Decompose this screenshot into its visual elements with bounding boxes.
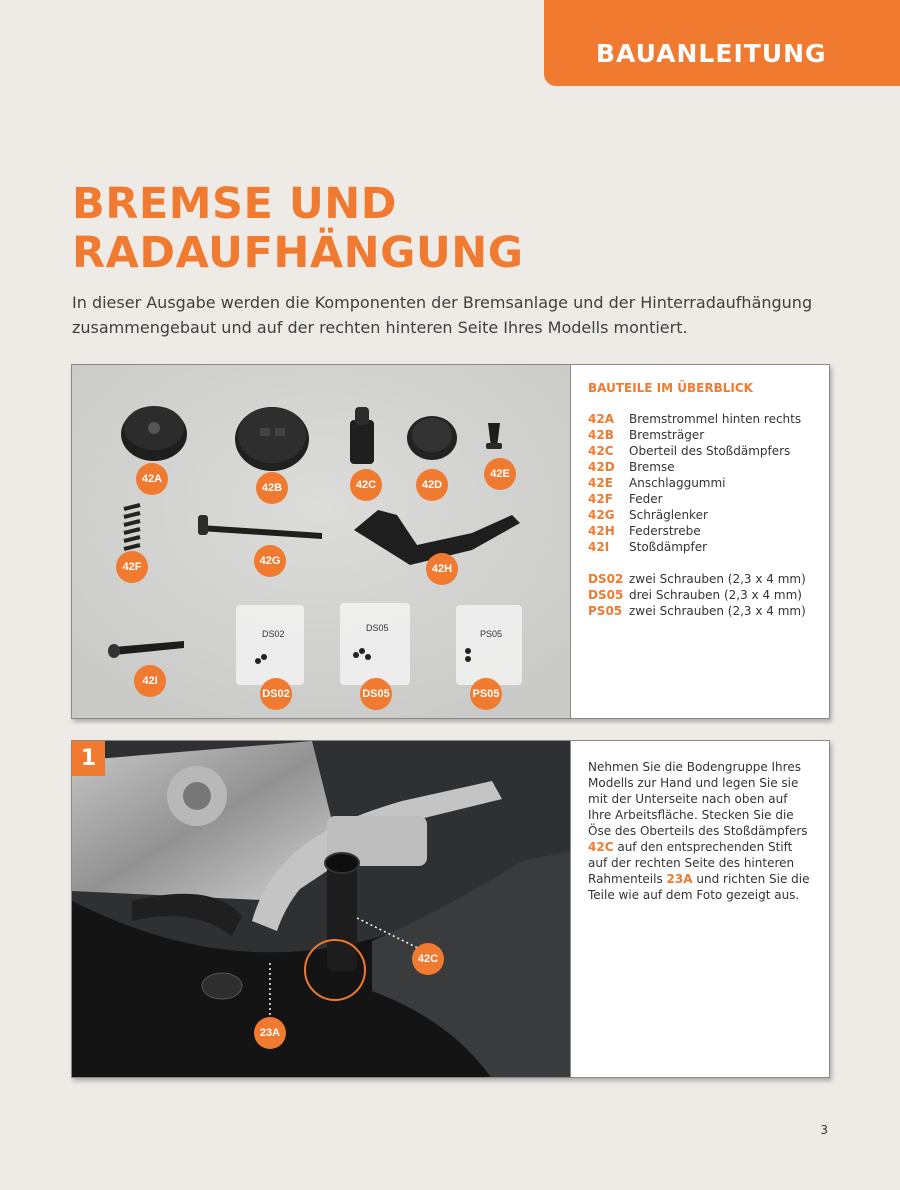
parts-list-row: [588, 539, 813, 555]
part-code: PS05: [588, 604, 623, 618]
parts-list-row: [588, 443, 813, 459]
part-name: Anschlaggummi: [629, 476, 726, 490]
part-code: 42H: [588, 524, 615, 538]
label-42b: 42B: [256, 472, 288, 504]
part-code: 42A: [588, 412, 614, 426]
bag-ds05-print: DS05: [366, 623, 389, 633]
label-42i: 42I: [134, 665, 166, 697]
label-ds05: DS05: [360, 678, 392, 710]
title-line-1: BREMSE UND: [72, 179, 397, 229]
part-name: Oberteil des Stoßdämpfers: [629, 444, 791, 458]
parts-list-row: [588, 427, 813, 443]
part-code: 42G: [588, 508, 615, 522]
step-1-panel: [71, 740, 830, 1078]
label-42d: 42D: [416, 469, 448, 501]
parts-list-row: [588, 571, 813, 587]
step-number: 1: [72, 741, 105, 776]
part-code: DS05: [588, 588, 624, 602]
page-number: 3: [820, 1123, 828, 1137]
part-name: Bremse: [629, 460, 675, 474]
part-code: DS02: [588, 572, 624, 586]
parts-overview-panel: [71, 364, 830, 719]
parts-list-row: [588, 603, 813, 619]
part-code: 42C: [588, 444, 614, 458]
part-code: 42F: [588, 492, 613, 506]
step-text-part-3: und richten Sie die Teile wie auf dem Foto gezeigt aus.: [588, 872, 810, 902]
part-42d-brake: [407, 416, 457, 460]
label-ds02: DS02: [260, 678, 292, 710]
part-name: zwei Schrauben (2,3 x 4 mm): [629, 604, 806, 618]
title-line-2: RADAUFHÄNGUNG: [72, 228, 524, 278]
label-42e: 42E: [484, 458, 516, 490]
part-name: Bremstrommel hinten rechts: [629, 412, 802, 426]
parts-photo: [72, 365, 571, 718]
label-42a: 42A: [136, 463, 168, 495]
part-name: Federstrebe: [629, 524, 701, 538]
part-code: 42E: [588, 476, 613, 490]
label-42h: 42H: [426, 553, 458, 585]
part-name: drei Schrauben (2,3 x 4 mm): [629, 588, 802, 602]
parts-list-row: [588, 523, 813, 539]
step-text-part-2: auf den entsprechenden Stift auf der rechten Seite des hinteren Rahmenteils: [588, 840, 795, 886]
part-name: Schräglenker: [629, 508, 708, 522]
bag-ds02-print: DS02: [262, 629, 285, 639]
parts-list-row: [588, 587, 813, 603]
step-1-instructions: [588, 759, 814, 903]
part-name: Stoßdämpfer: [629, 540, 708, 554]
label-42c-step: 42C: [412, 943, 444, 975]
label-42c: 42C: [350, 469, 382, 501]
label-ps05: PS05: [470, 678, 502, 710]
part-42a-drum: [121, 406, 187, 461]
part-code: 42I: [588, 540, 610, 554]
parts-list-row: [588, 475, 813, 491]
label-23a-step: 23A: [254, 1017, 286, 1049]
bag-ds02: [236, 605, 304, 685]
parts-list-row: [588, 507, 813, 523]
label-42g: 42G: [254, 545, 286, 577]
part-42b-carrier: [235, 407, 309, 471]
bag-ps05: [456, 605, 522, 685]
ref-23a: 23A: [666, 872, 693, 886]
part-code: 42B: [588, 428, 614, 442]
parts-list-row: [588, 491, 813, 507]
bag-ds05: [340, 603, 410, 685]
ref-42c: 42C: [588, 840, 614, 854]
parts-list-row: [588, 459, 813, 475]
bag-ps05-print: PS05: [480, 629, 503, 639]
step-1-illustration: [72, 741, 571, 1077]
label-42f: 42F: [116, 551, 148, 583]
step-1-photo: [72, 741, 571, 1077]
part-name: Bremsträger: [629, 428, 705, 442]
section-tab: BAUANLEITUNG: [544, 0, 900, 86]
part-code: 42D: [588, 460, 615, 474]
parts-list: [572, 365, 829, 619]
intro-text: In dieser Ausgabe werden die Komponenten der Bremsanlage und der Hinterradaufhängung zusammengebaut und auf der rechten hinteren Seite Ihres Modells montiert.: [72, 293, 813, 337]
part-name: zwei Schrauben (2,3 x 4 mm): [629, 572, 806, 586]
parts-list-heading: BAUTEILE IM ÜBERBLICK: [588, 381, 753, 395]
part-name: Feder: [629, 492, 663, 506]
step-text-part-1: Nehmen Sie die Bodengruppe Ihres Modells zur Hand und legen Sie sie mit der Unterseite nach oben auf Ihre Arbeitsfläche. Stecken Sie die Öse des Oberteils des Stoßdämpfers: [588, 760, 808, 838]
page-title: [72, 180, 524, 278]
parts-list-row: [588, 411, 813, 427]
